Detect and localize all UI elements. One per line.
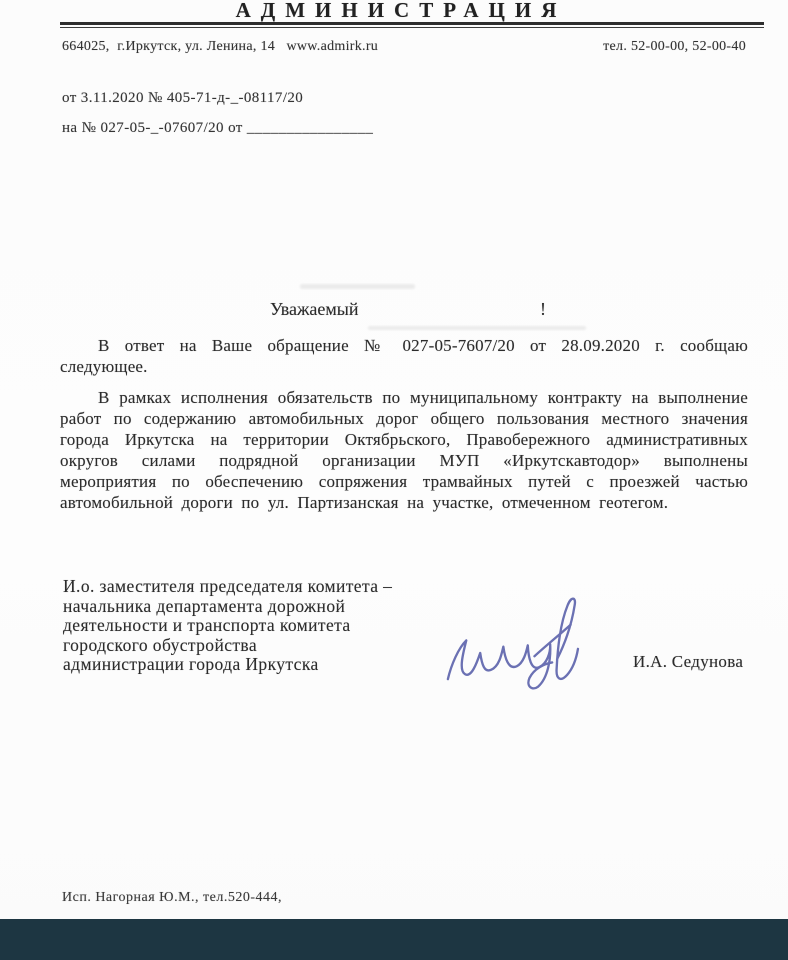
executor-note: Исп. Нагорная Ю.М., тел.520-444,: [62, 890, 282, 905]
greeting-line: [0, 299, 788, 323]
letterhead-contacts: [62, 39, 746, 55]
body-paragraph-1: В ответ на Ваше обращение № 027-05-7607/20 от 28.09.2020 г. сообщаю следующее.: [60, 336, 748, 376]
letter-title: АДМИНИСТРАЦИЯ: [235, 0, 567, 22]
scan-erasure-artifact: [368, 326, 586, 330]
org-address: 664025, г.Иркутск, ул. Ленина, 14 www.admirk.ru: [62, 39, 379, 54]
org-phone: тел. 52-00-00, 52-00-40: [603, 39, 746, 54]
divider-thin-line: [60, 27, 764, 29]
scan-erasure-artifact: [300, 284, 415, 289]
signatory-position-line: деятельности и транспорта комитета: [63, 615, 351, 635]
signatory-position-block: [63, 577, 483, 675]
salutation-text: Уважаемый: [270, 299, 359, 319]
signatory-position-line: городского обустройства: [63, 634, 258, 655]
scan-bottom-bar: [0, 919, 788, 960]
incoming-reference: на № 027-05-_-07607/20 от ________________: [62, 120, 374, 136]
letterhead-divider: [60, 22, 764, 28]
body-paragraph-2: В рамках исполнения обязательств по муниципальному контракту на выполнение работ по содержанию автомобильных дорог общего пользования местного значения города Иркутска на территории Октябрьского, Правобережного административных округов силами подрядной организации МУП «Иркутскавтодор» выполнены мероприятия по обеспечению сопряжения трамвайных путей с проезжей частью автомобильной дороги по ул. Партизанская на участке, отмеченном геотегом.: [60, 388, 748, 512]
salutation-punctuation: !: [540, 299, 546, 319]
signatory-name: И.А. Седунова: [633, 652, 744, 671]
outgoing-reference: от 3.11.2020 № 405-71-д-_-08117/20: [62, 90, 304, 106]
handwritten-signature-icon: [433, 590, 596, 700]
signatory-position-line: И.о. заместителя председателя комитета –: [63, 576, 393, 596]
signatory-position-line: начальника департамента дорожной: [63, 595, 346, 616]
signatory-position-line: администрации города Иркутска: [63, 654, 319, 674]
